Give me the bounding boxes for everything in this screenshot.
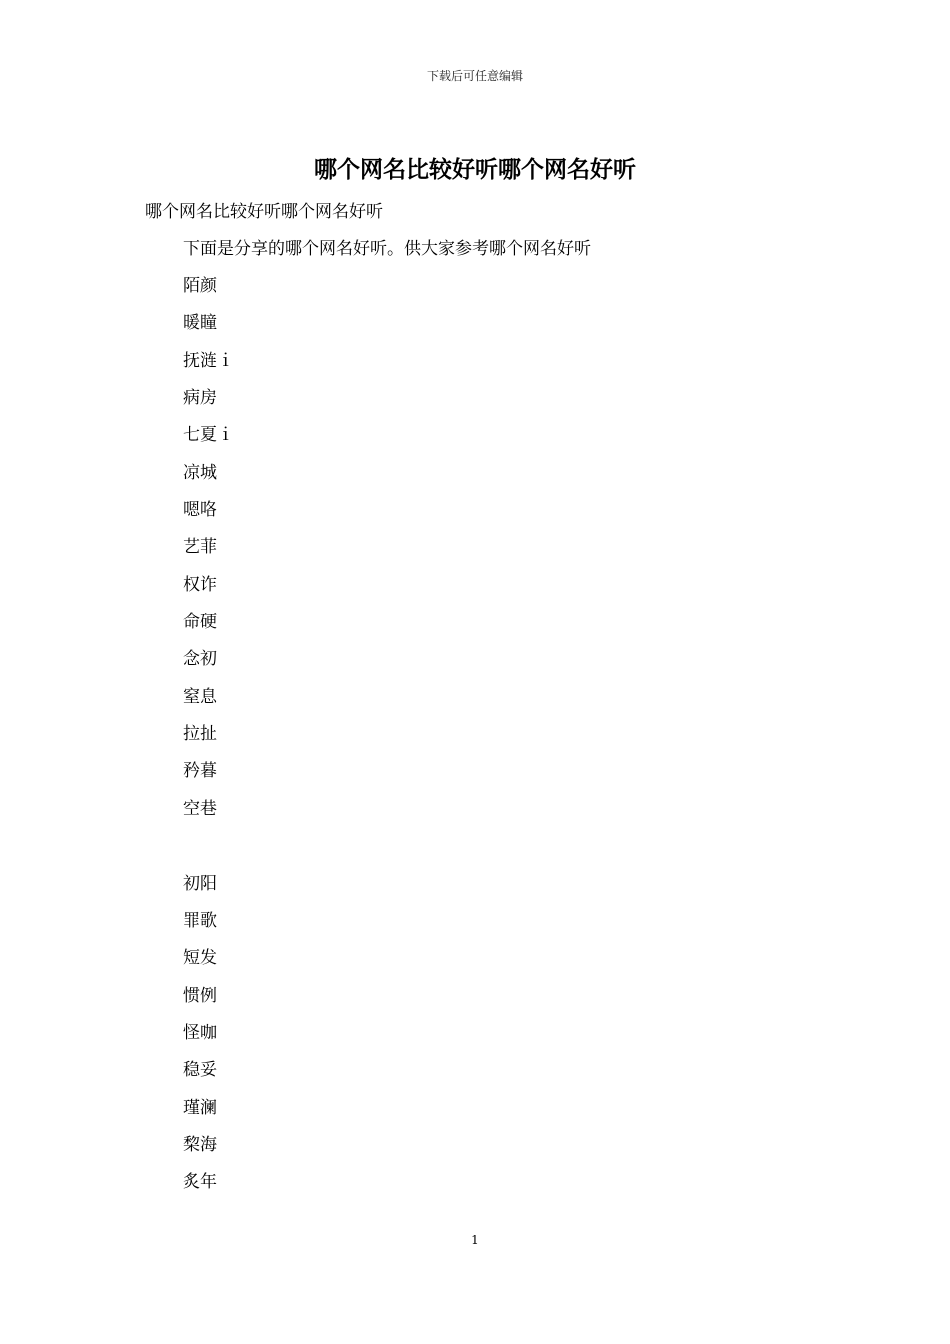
- list-item: 凉城: [183, 462, 217, 483]
- list-item: 窒息: [183, 686, 217, 707]
- document-title: 哪个网名比较好听哪个网名好听: [314, 156, 636, 183]
- list-item: 惯例: [183, 985, 217, 1006]
- intro-paragraph: 下面是分享的哪个网名好听。供大家参考哪个网名好听: [183, 239, 591, 259]
- list-item: 陌颜: [183, 276, 217, 296]
- list-item: 命硬: [183, 612, 217, 633]
- page-header: 下载后可任意编辑: [426, 69, 523, 83]
- list-item: 拉扯: [183, 724, 217, 745]
- list-item: 罪歌: [183, 910, 217, 931]
- list-item: 瑾澜: [183, 1097, 217, 1118]
- list-item: 病房: [183, 388, 217, 409]
- list-item: 念初: [183, 649, 217, 670]
- list-item: 短发: [183, 948, 217, 969]
- list-item: 炙年: [183, 1172, 217, 1193]
- list-item: 矜暮: [183, 761, 217, 782]
- list-item: 稳妥: [183, 1060, 217, 1081]
- list-item: 嗯咯: [183, 500, 217, 521]
- list-item: 七夏ｉ: [183, 425, 234, 446]
- list-item: 空巷: [183, 798, 217, 819]
- list-item: 初阳: [183, 873, 217, 894]
- page-number: 1: [471, 1233, 479, 1247]
- list-item: 怪咖: [183, 1022, 217, 1043]
- list-item: 抚涟ｉ: [183, 350, 234, 371]
- document-subtitle: 哪个网名比较好听哪个网名好听: [145, 202, 383, 222]
- list-item: 艺菲: [183, 537, 217, 558]
- list-item: 暖瞳: [183, 313, 217, 334]
- list-item: 权诈: [183, 574, 217, 595]
- name-list: [183, 273, 234, 1207]
- blank-line: [183, 833, 234, 870]
- list-item: 棃海: [183, 1134, 217, 1155]
